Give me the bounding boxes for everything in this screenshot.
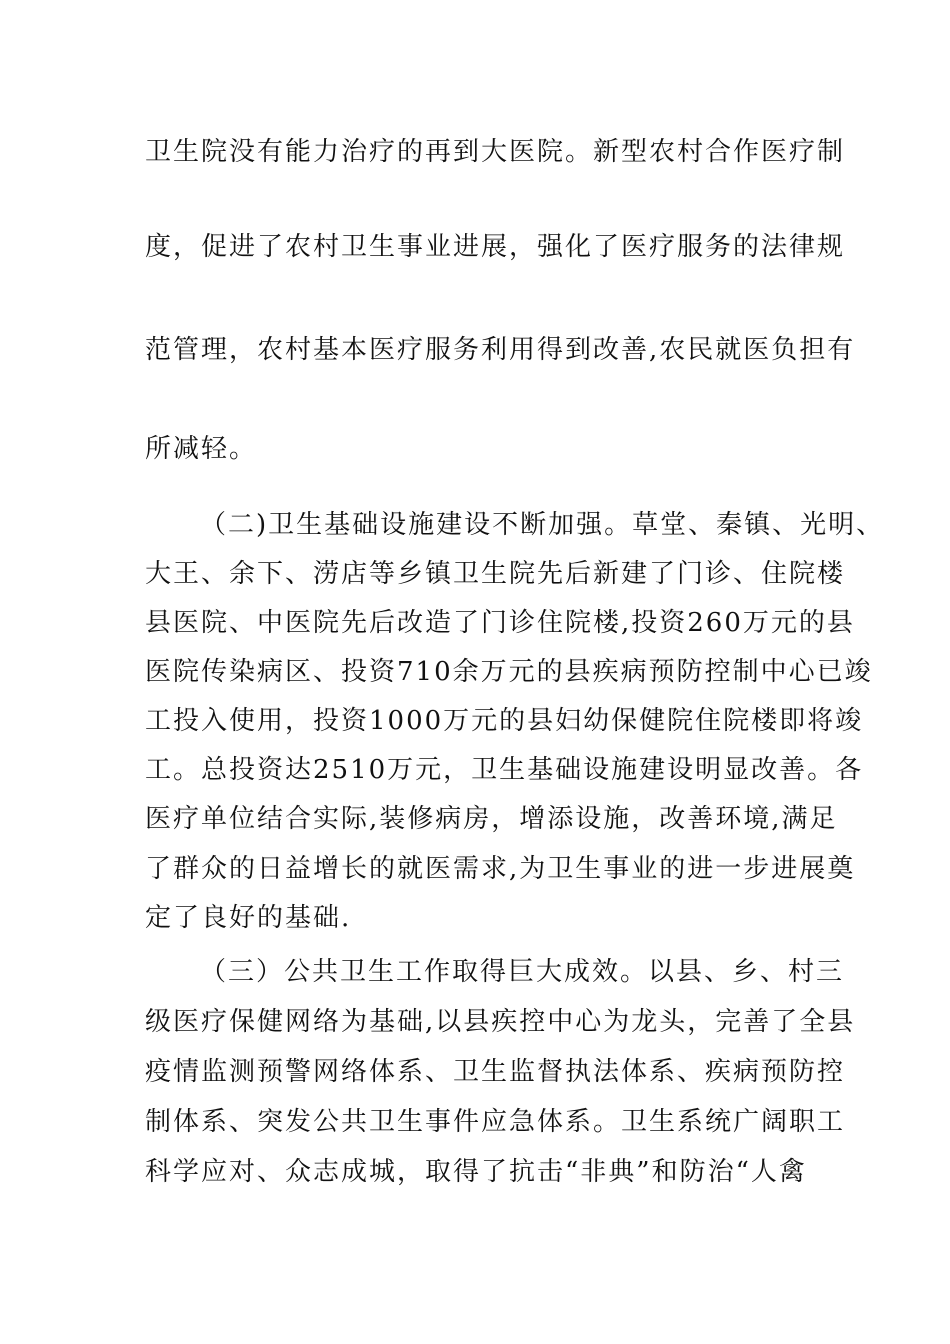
paragraph-line: 卫生院没有能力治疗的再到大医院。新型农村合作医疗制 bbox=[145, 137, 846, 167]
paragraph-line: 所减轻。 bbox=[145, 434, 258, 464]
paragraph-line: 大王、余下、涝店等乡镇卫生院先后新建了门诊、住院楼 bbox=[145, 559, 846, 589]
paragraph-line: 了群众的日益增长的就医需求,为卫生事业的进一步进展奠 bbox=[145, 854, 856, 884]
paragraph-line: 范管理，农村基本医疗服务利用得到改善,农民就医负担有 bbox=[145, 335, 856, 365]
paragraph-line: 县医院、中医院先后改造了门诊住院楼,投资260万元的县 bbox=[145, 608, 855, 638]
paragraph-line: 医疗单位结合实际,装修病房，增添设施，改善环境,满足 bbox=[145, 804, 838, 834]
paragraph-line: 工。总投资达2510万元，卫生基础设施建设明显改善。各 bbox=[145, 755, 864, 785]
section-heading-line: （三）公共卫生工作取得巨大成效。以县、乡、村三 bbox=[200, 957, 845, 987]
paragraph-line: 医院传染病区、投资710余万元的县疾病预防控制中心已竣 bbox=[145, 657, 873, 687]
paragraph-line: 工投入使用，投资1000万元的县妇幼保健院住院楼即将竣 bbox=[145, 706, 864, 736]
paragraph-line: 度，促进了农村卫生事业进展，强化了医疗服务的法律规 bbox=[145, 232, 846, 262]
paragraph-line: 科学应对、众志成城，取得了抗击“非典”和防治“人禽 bbox=[145, 1157, 807, 1187]
paragraph-line: 制体系、突发公共卫生事件应急体系。卫生系统广阔职工 bbox=[145, 1107, 846, 1137]
paragraph-line: 定了良好的基础. bbox=[145, 903, 352, 933]
paragraph-line: 级医疗保健网络为基础,以县疾控中心为龙头，完善了全县 bbox=[145, 1007, 856, 1037]
section-heading-line: （二)卫生基础设施建设不断加强。草堂、秦镇、光明、 bbox=[200, 510, 885, 540]
paragraph-line: 疫情监测预警网络体系、卫生监督执法体系、疾病预防控 bbox=[145, 1057, 846, 1087]
